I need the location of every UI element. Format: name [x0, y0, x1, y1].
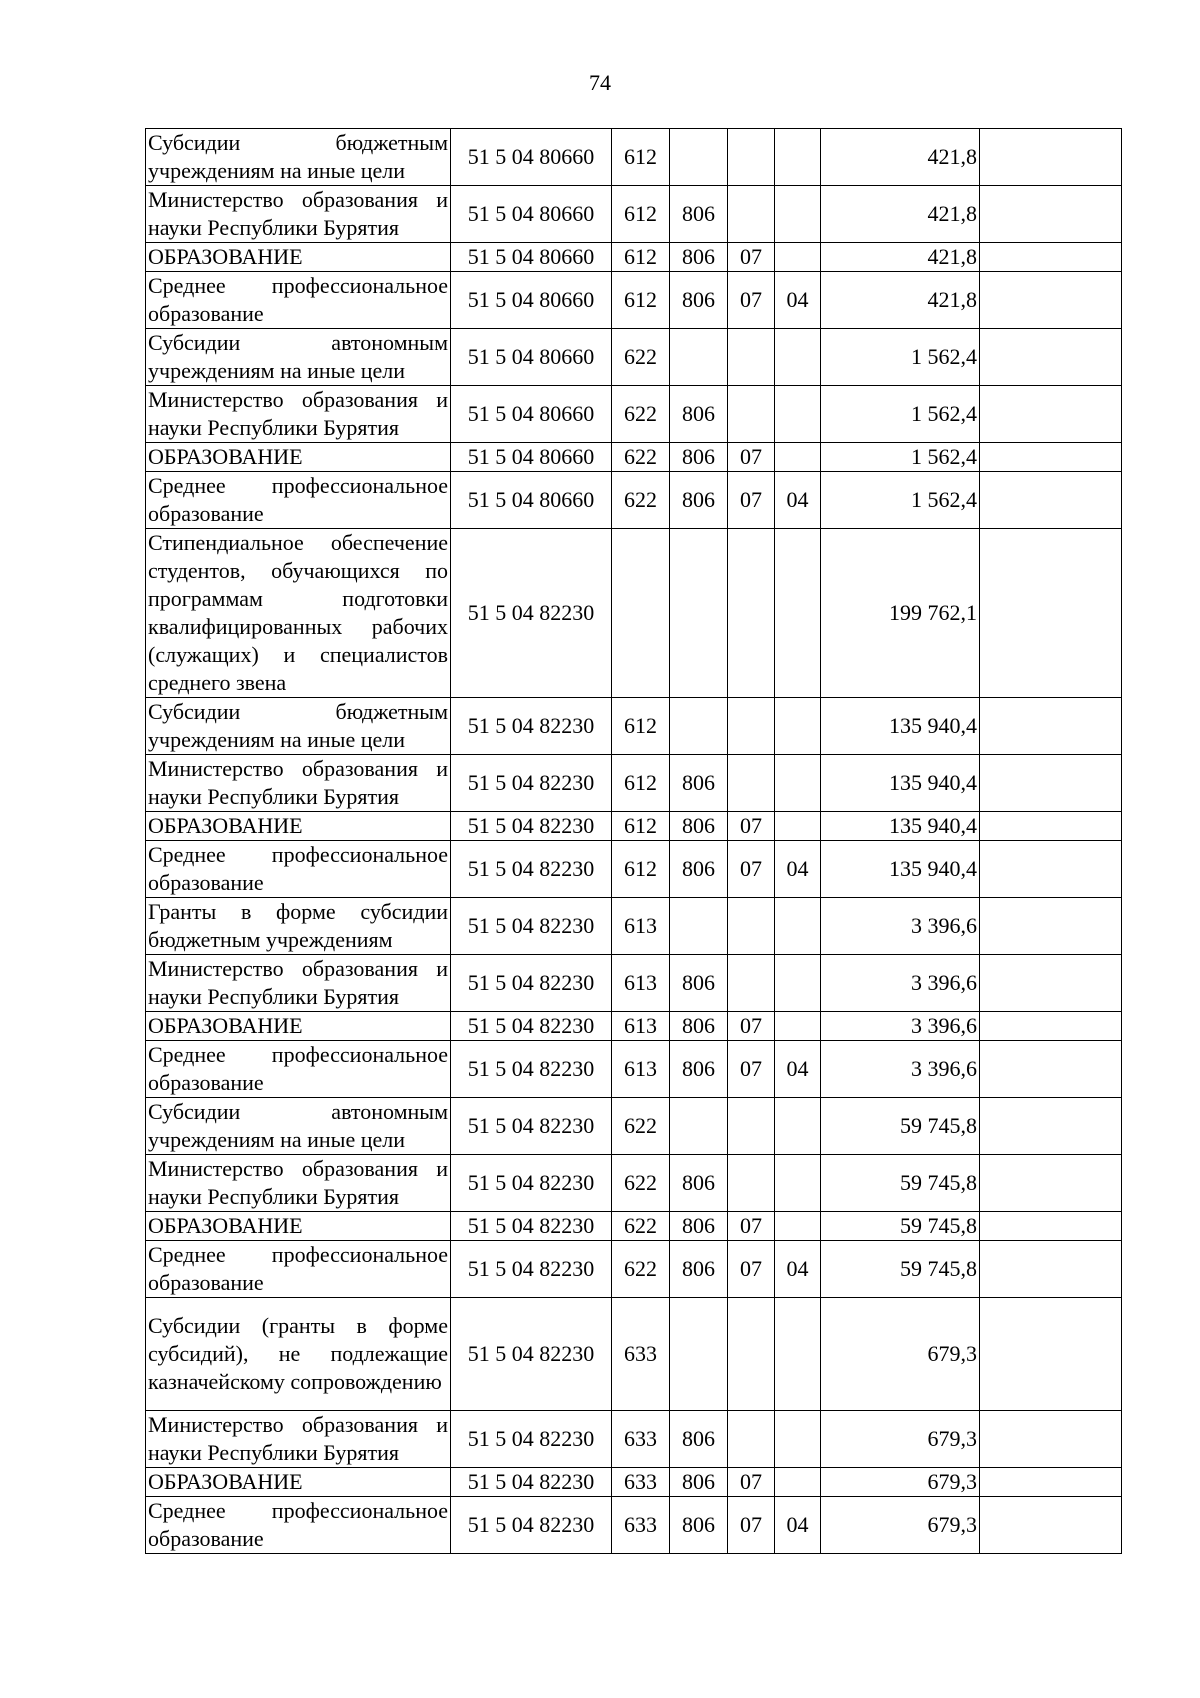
- expense-type-cell: 622: [612, 472, 670, 529]
- target-code-cell: 51 5 04 82230: [451, 1098, 612, 1155]
- amount-cell: 3 396,6: [821, 955, 980, 1012]
- table-row: [146, 243, 1122, 272]
- table-row: [146, 1041, 1122, 1098]
- target-code-cell: 51 5 04 82230: [451, 1298, 612, 1411]
- empty-cell: [980, 1411, 1122, 1468]
- item-name-cell: ОБРАЗОВАНИЕ: [146, 1468, 451, 1497]
- subsection-code-cell: [775, 1155, 821, 1212]
- empty-cell: [980, 841, 1122, 898]
- section-code-cell: 07: [728, 243, 775, 272]
- ministry-code-cell: [670, 898, 728, 955]
- ministry-code-cell: [670, 329, 728, 386]
- table-row: [146, 1241, 1122, 1298]
- table-row: [146, 329, 1122, 386]
- table-row: [146, 1098, 1122, 1155]
- section-code-cell: [728, 698, 775, 755]
- target-code-cell: 51 5 04 80660: [451, 443, 612, 472]
- subsection-code-cell: [775, 1012, 821, 1041]
- ministry-code-cell: 806: [670, 1212, 728, 1241]
- table-row: [146, 1012, 1122, 1041]
- expense-type-cell: 622: [612, 329, 670, 386]
- item-name-cell: Министерство образования и науки Республики Бурятия: [146, 755, 451, 812]
- expense-type-cell: 612: [612, 129, 670, 186]
- expense-type-cell: 622: [612, 386, 670, 443]
- empty-cell: [980, 1155, 1122, 1212]
- amount-cell: 1 562,4: [821, 329, 980, 386]
- expense-type-cell: 612: [612, 243, 670, 272]
- subsection-code-cell: [775, 129, 821, 186]
- amount-cell: 135 940,4: [821, 755, 980, 812]
- expense-type-cell: 612: [612, 755, 670, 812]
- empty-cell: [980, 1212, 1122, 1241]
- section-code-cell: 07: [728, 472, 775, 529]
- ministry-code-cell: 806: [670, 1041, 728, 1098]
- empty-cell: [980, 1041, 1122, 1098]
- subsection-code-cell: [775, 443, 821, 472]
- amount-cell: 3 396,6: [821, 898, 980, 955]
- subsection-code-cell: 04: [775, 1241, 821, 1298]
- item-name-cell: Субсидии автономным учреждениям на иные цели: [146, 1098, 451, 1155]
- empty-cell: [980, 1098, 1122, 1155]
- amount-cell: 421,8: [821, 243, 980, 272]
- ministry-code-cell: [670, 698, 728, 755]
- amount-cell: 3 396,6: [821, 1041, 980, 1098]
- subsection-code-cell: [775, 898, 821, 955]
- section-code-cell: 07: [728, 1468, 775, 1497]
- expense-type-cell: [612, 529, 670, 698]
- ministry-code-cell: 806: [670, 386, 728, 443]
- expense-type-cell: 622: [612, 1155, 670, 1212]
- amount-cell: 59 745,8: [821, 1155, 980, 1212]
- amount-cell: 3 396,6: [821, 1012, 980, 1041]
- target-code-cell: 51 5 04 82230: [451, 529, 612, 698]
- table-row: [146, 841, 1122, 898]
- table-row: [146, 529, 1122, 698]
- subsection-code-cell: [775, 1098, 821, 1155]
- subsection-code-cell: [775, 698, 821, 755]
- amount-cell: 1 562,4: [821, 472, 980, 529]
- target-code-cell: 51 5 04 82230: [451, 698, 612, 755]
- target-code-cell: 51 5 04 80660: [451, 329, 612, 386]
- target-code-cell: 51 5 04 82230: [451, 1155, 612, 1212]
- table-row: [146, 1298, 1122, 1411]
- expense-type-cell: 612: [612, 812, 670, 841]
- table-row: [146, 272, 1122, 329]
- empty-cell: [980, 1298, 1122, 1411]
- expense-type-cell: 613: [612, 1041, 670, 1098]
- expense-type-cell: 633: [612, 1497, 670, 1554]
- subsection-code-cell: [775, 1212, 821, 1241]
- table-row: [146, 755, 1122, 812]
- subsection-code-cell: [775, 386, 821, 443]
- subsection-code-cell: [775, 529, 821, 698]
- subsection-code-cell: [775, 955, 821, 1012]
- expense-type-cell: 622: [612, 1098, 670, 1155]
- expense-type-cell: 612: [612, 841, 670, 898]
- item-name-cell: Министерство образования и науки Республики Бурятия: [146, 1411, 451, 1468]
- ministry-code-cell: 806: [670, 841, 728, 898]
- ministry-code-cell: 806: [670, 472, 728, 529]
- subsection-code-cell: 04: [775, 1041, 821, 1098]
- target-code-cell: 51 5 04 82230: [451, 1041, 612, 1098]
- item-name-cell: Субсидии бюджетным учреждениям на иные цели: [146, 698, 451, 755]
- target-code-cell: 51 5 04 82230: [451, 898, 612, 955]
- ministry-code-cell: 806: [670, 243, 728, 272]
- amount-cell: 421,8: [821, 186, 980, 243]
- ministry-code-cell: 806: [670, 1012, 728, 1041]
- target-code-cell: 51 5 04 82230: [451, 1241, 612, 1298]
- item-name-cell: Субсидии бюджетным учреждениям на иные цели: [146, 129, 451, 186]
- empty-cell: [980, 329, 1122, 386]
- expense-type-cell: 612: [612, 272, 670, 329]
- section-code-cell: 07: [728, 272, 775, 329]
- section-code-cell: 07: [728, 1012, 775, 1041]
- table-row: [146, 1212, 1122, 1241]
- ministry-code-cell: 806: [670, 1497, 728, 1554]
- ministry-code-cell: 806: [670, 1468, 728, 1497]
- item-name-cell: Среднее профессиональное образование: [146, 841, 451, 898]
- table-row: [146, 129, 1122, 186]
- expense-type-cell: 622: [612, 1212, 670, 1241]
- table-row: [146, 812, 1122, 841]
- ministry-code-cell: 806: [670, 272, 728, 329]
- item-name-cell: Субсидии автономным учреждениям на иные цели: [146, 329, 451, 386]
- subsection-code-cell: [775, 1411, 821, 1468]
- section-code-cell: [728, 529, 775, 698]
- ministry-code-cell: [670, 129, 728, 186]
- ministry-code-cell: 806: [670, 186, 728, 243]
- empty-cell: [980, 755, 1122, 812]
- section-code-cell: [728, 898, 775, 955]
- section-code-cell: [728, 186, 775, 243]
- target-code-cell: 51 5 04 80660: [451, 386, 612, 443]
- expense-type-cell: 612: [612, 698, 670, 755]
- item-name-cell: Среднее профессиональное образование: [146, 272, 451, 329]
- empty-cell: [980, 955, 1122, 1012]
- item-name-cell: Среднее профессиональное образование: [146, 1041, 451, 1098]
- target-code-cell: 51 5 04 82230: [451, 1497, 612, 1554]
- target-code-cell: 51 5 04 82230: [451, 755, 612, 812]
- section-code-cell: 07: [728, 1241, 775, 1298]
- empty-cell: [980, 186, 1122, 243]
- section-code-cell: 07: [728, 1497, 775, 1554]
- subsection-code-cell: [775, 1468, 821, 1497]
- empty-cell: [980, 898, 1122, 955]
- item-name-cell: ОБРАЗОВАНИЕ: [146, 443, 451, 472]
- section-code-cell: [728, 1155, 775, 1212]
- target-code-cell: 51 5 04 80660: [451, 186, 612, 243]
- amount-cell: 679,3: [821, 1497, 980, 1554]
- ministry-code-cell: 806: [670, 955, 728, 1012]
- expense-type-cell: 612: [612, 186, 670, 243]
- amount-cell: 1 562,4: [821, 386, 980, 443]
- ministry-code-cell: 806: [670, 812, 728, 841]
- amount-cell: 59 745,8: [821, 1241, 980, 1298]
- empty-cell: [980, 1497, 1122, 1554]
- amount-cell: 59 745,8: [821, 1098, 980, 1155]
- table-row: [146, 1497, 1122, 1554]
- item-name-cell: ОБРАЗОВАНИЕ: [146, 243, 451, 272]
- section-code-cell: 07: [728, 1041, 775, 1098]
- section-code-cell: 07: [728, 1212, 775, 1241]
- subsection-code-cell: 04: [775, 1497, 821, 1554]
- expense-type-cell: 633: [612, 1298, 670, 1411]
- empty-cell: [980, 443, 1122, 472]
- table-row: [146, 186, 1122, 243]
- empty-cell: [980, 129, 1122, 186]
- ministry-code-cell: [670, 1098, 728, 1155]
- section-code-cell: [728, 755, 775, 812]
- target-code-cell: 51 5 04 82230: [451, 1468, 612, 1497]
- table-row: [146, 955, 1122, 1012]
- empty-cell: [980, 386, 1122, 443]
- item-name-cell: Министерство образования и науки Республики Бурятия: [146, 186, 451, 243]
- target-code-cell: 51 5 04 82230: [451, 1411, 612, 1468]
- empty-cell: [980, 529, 1122, 698]
- target-code-cell: 51 5 04 82230: [451, 812, 612, 841]
- empty-cell: [980, 243, 1122, 272]
- expense-type-cell: 633: [612, 1411, 670, 1468]
- amount-cell: 199 762,1: [821, 529, 980, 698]
- item-name-cell: Среднее профессиональное образование: [146, 1241, 451, 1298]
- amount-cell: 135 940,4: [821, 812, 980, 841]
- page-number: 74: [589, 70, 611, 95]
- ministry-code-cell: 806: [670, 443, 728, 472]
- item-name-cell: Среднее профессиональное образование: [146, 472, 451, 529]
- section-code-cell: [728, 386, 775, 443]
- item-name-cell: ОБРАЗОВАНИЕ: [146, 1012, 451, 1041]
- amount-cell: 1 562,4: [821, 443, 980, 472]
- empty-cell: [980, 1241, 1122, 1298]
- table-row: [146, 472, 1122, 529]
- section-code-cell: [728, 1098, 775, 1155]
- empty-cell: [980, 1468, 1122, 1497]
- amount-cell: 421,8: [821, 272, 980, 329]
- target-code-cell: 51 5 04 80660: [451, 272, 612, 329]
- amount-cell: 679,3: [821, 1411, 980, 1468]
- amount-cell: 135 940,4: [821, 841, 980, 898]
- table-row: [146, 1155, 1122, 1212]
- amount-cell: 135 940,4: [821, 698, 980, 755]
- expense-type-cell: 622: [612, 1241, 670, 1298]
- ministry-code-cell: 806: [670, 755, 728, 812]
- table-row: [146, 1468, 1122, 1497]
- target-code-cell: 51 5 04 82230: [451, 955, 612, 1012]
- item-name-cell: Субсидии (гранты в форме субсидий), не подлежащие казначейскому сопровождению: [146, 1298, 451, 1411]
- item-name-cell: Стипендиальное обеспечение студентов, обучающихся по программам подготовки квалифицированных рабочих (служащих) и специалистов среднего звена: [146, 529, 451, 698]
- item-name-cell: Министерство образования и науки Республики Бурятия: [146, 1155, 451, 1212]
- subsection-code-cell: 04: [775, 841, 821, 898]
- target-code-cell: 51 5 04 80660: [451, 472, 612, 529]
- empty-cell: [980, 812, 1122, 841]
- section-code-cell: 07: [728, 812, 775, 841]
- item-name-cell: Среднее профессиональное образование: [146, 1497, 451, 1554]
- section-code-cell: [728, 329, 775, 386]
- item-name-cell: Министерство образования и науки Республики Бурятия: [146, 386, 451, 443]
- subsection-code-cell: 04: [775, 472, 821, 529]
- subsection-code-cell: [775, 186, 821, 243]
- target-code-cell: 51 5 04 80660: [451, 243, 612, 272]
- section-code-cell: [728, 129, 775, 186]
- empty-cell: [980, 698, 1122, 755]
- section-code-cell: [728, 955, 775, 1012]
- item-name-cell: Министерство образования и науки Республики Бурятия: [146, 955, 451, 1012]
- amount-cell: 59 745,8: [821, 1212, 980, 1241]
- table-row: [146, 443, 1122, 472]
- empty-cell: [980, 1012, 1122, 1041]
- subsection-code-cell: [775, 1298, 821, 1411]
- target-code-cell: 51 5 04 82230: [451, 841, 612, 898]
- amount-cell: 679,3: [821, 1468, 980, 1497]
- expense-type-cell: 613: [612, 1012, 670, 1041]
- subsection-code-cell: [775, 329, 821, 386]
- target-code-cell: 51 5 04 82230: [451, 1012, 612, 1041]
- budget-table: [145, 128, 1122, 1554]
- target-code-cell: 51 5 04 82230: [451, 1212, 612, 1241]
- amount-cell: 679,3: [821, 1298, 980, 1411]
- expense-type-cell: 613: [612, 955, 670, 1012]
- ministry-code-cell: 806: [670, 1411, 728, 1468]
- ministry-code-cell: 806: [670, 1155, 728, 1212]
- section-code-cell: 07: [728, 443, 775, 472]
- expense-type-cell: 633: [612, 1468, 670, 1497]
- ministry-code-cell: [670, 529, 728, 698]
- expense-type-cell: 613: [612, 898, 670, 955]
- table-row: [146, 698, 1122, 755]
- ministry-code-cell: 806: [670, 1241, 728, 1298]
- amount-cell: 421,8: [821, 129, 980, 186]
- subsection-code-cell: 04: [775, 272, 821, 329]
- budget-table-body: [146, 129, 1122, 1554]
- ministry-code-cell: [670, 1298, 728, 1411]
- target-code-cell: 51 5 04 80660: [451, 129, 612, 186]
- subsection-code-cell: [775, 755, 821, 812]
- section-code-cell: 07: [728, 841, 775, 898]
- empty-cell: [980, 472, 1122, 529]
- table-row: [146, 386, 1122, 443]
- table-row: [146, 898, 1122, 955]
- section-code-cell: [728, 1298, 775, 1411]
- item-name-cell: ОБРАЗОВАНИЕ: [146, 812, 451, 841]
- subsection-code-cell: [775, 812, 821, 841]
- item-name-cell: ОБРАЗОВАНИЕ: [146, 1212, 451, 1241]
- empty-cell: [980, 272, 1122, 329]
- item-name-cell: Гранты в форме субсидии бюджетным учреждениям: [146, 898, 451, 955]
- subsection-code-cell: [775, 243, 821, 272]
- table-row: [146, 1411, 1122, 1468]
- section-code-cell: [728, 1411, 775, 1468]
- expense-type-cell: 622: [612, 443, 670, 472]
